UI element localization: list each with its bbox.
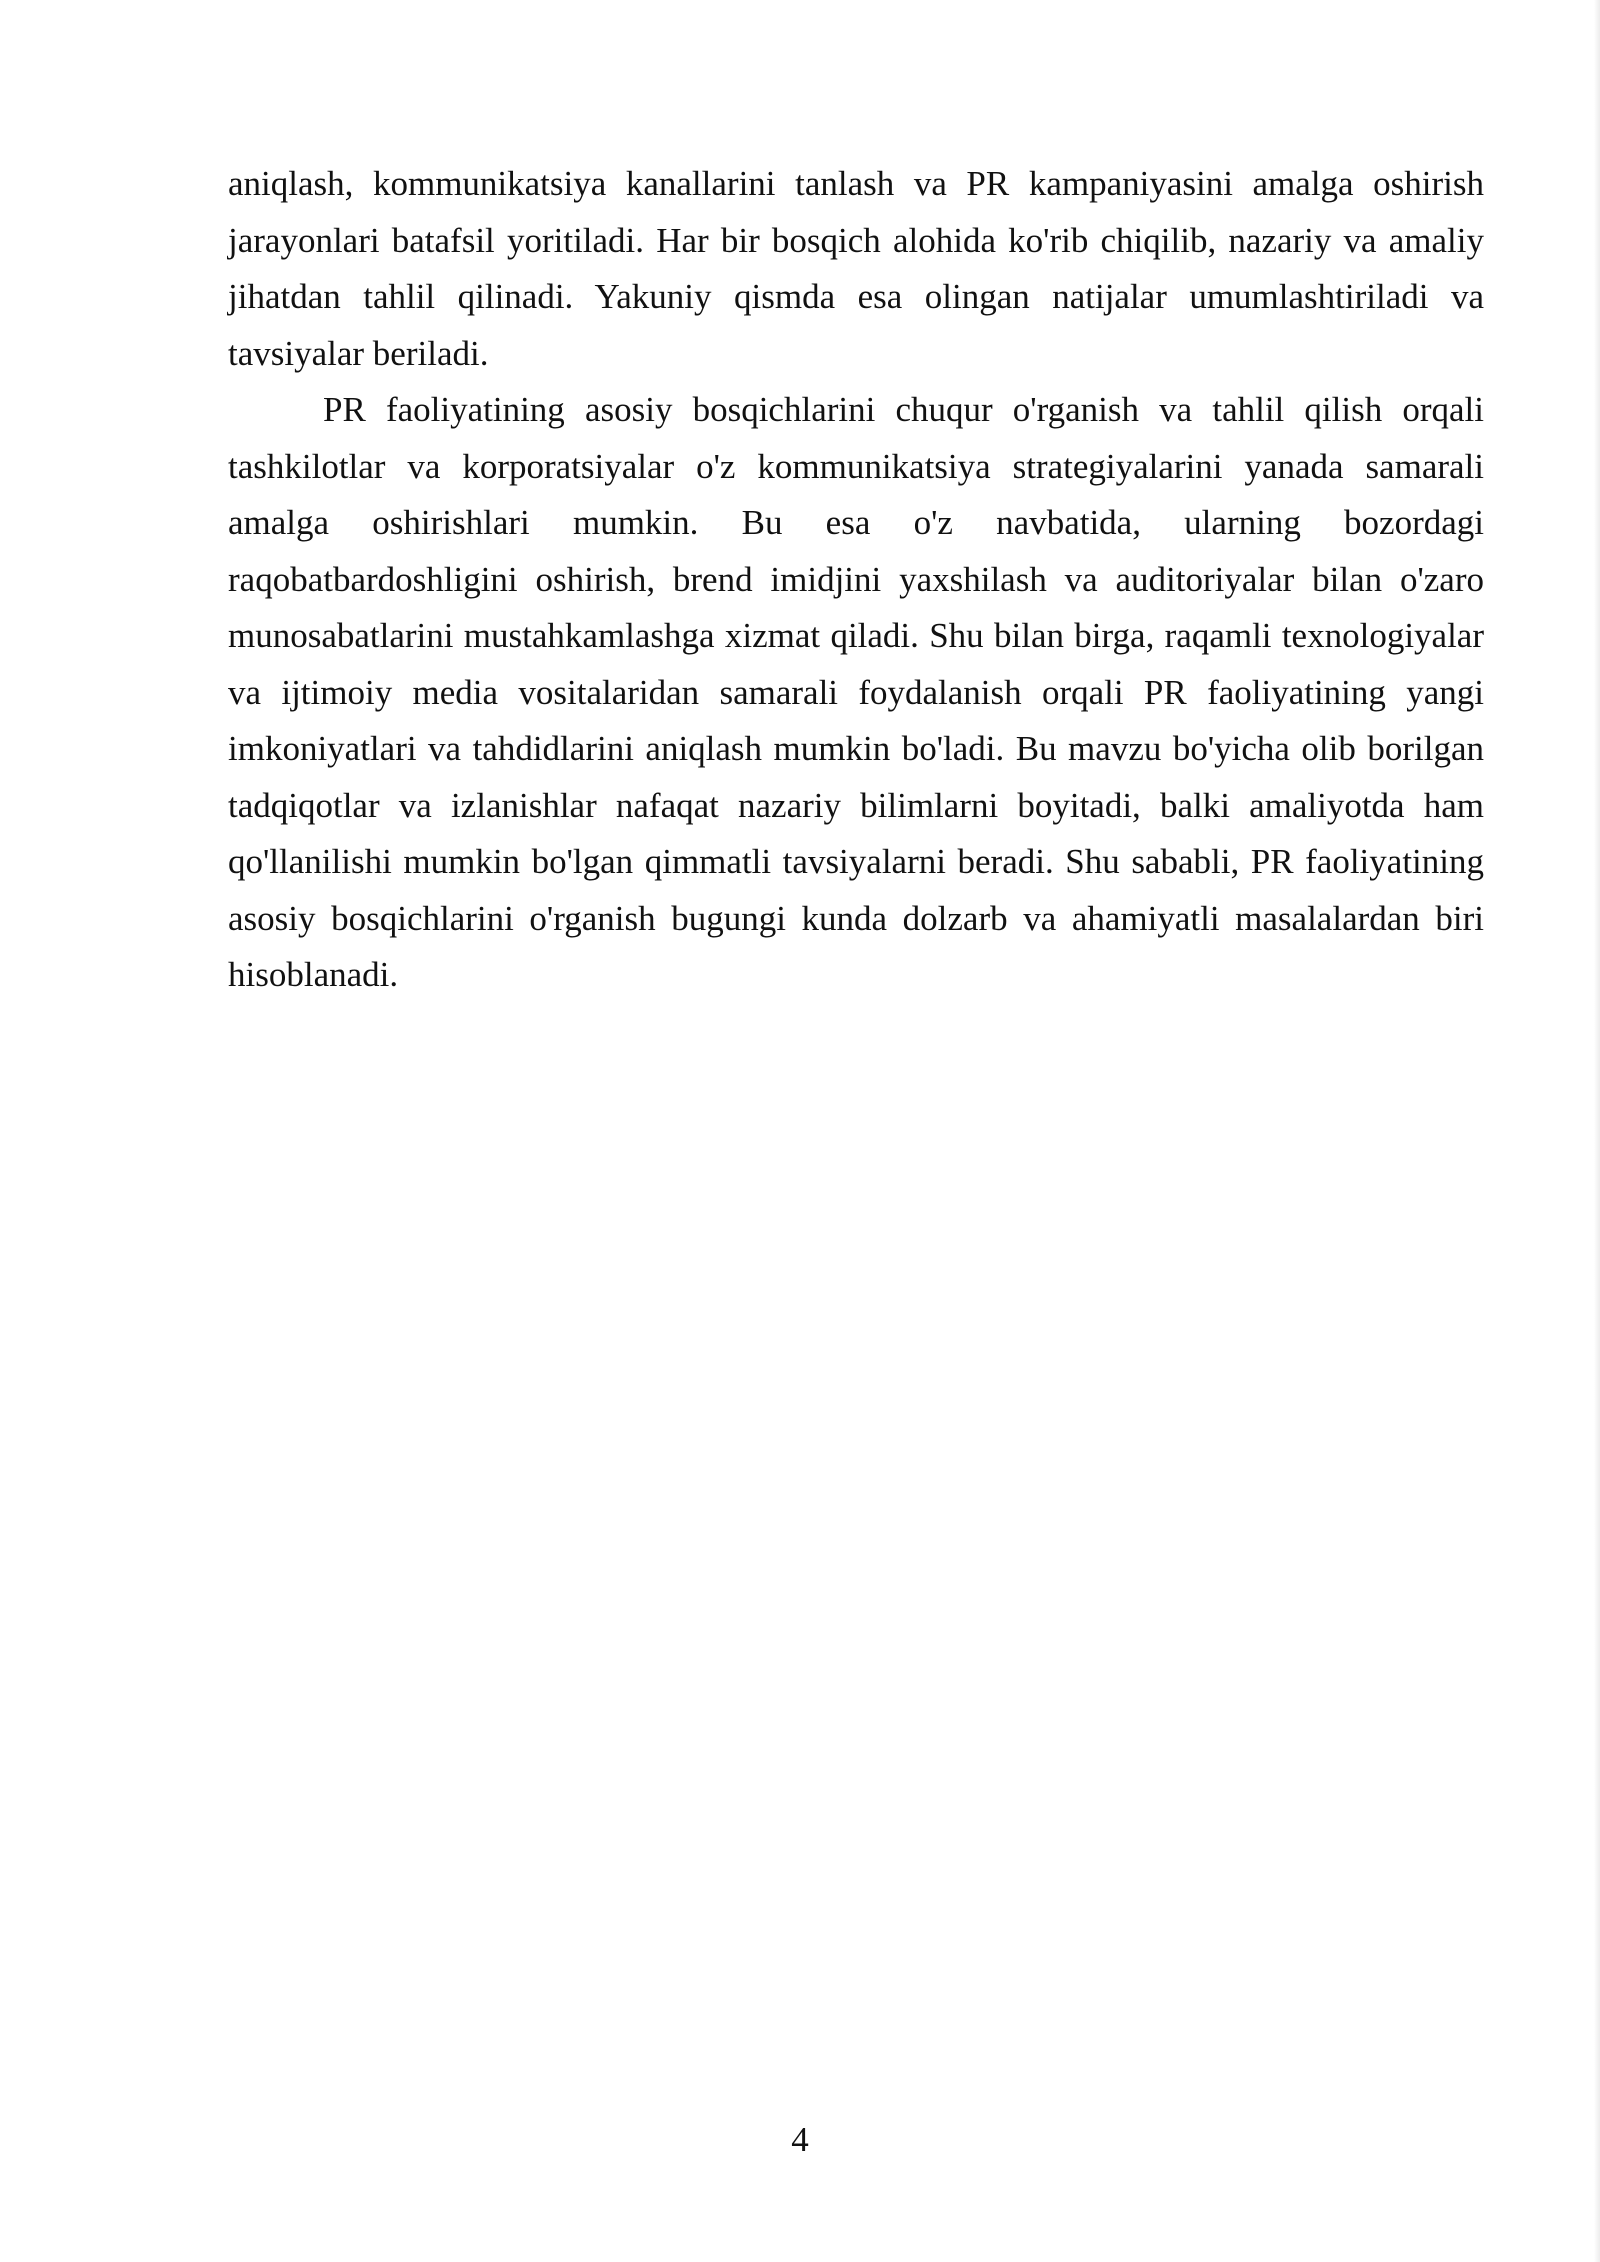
page-edge-shadow [1594, 0, 1600, 2262]
body-text [228, 156, 1484, 1004]
paragraph-pr-stages: PR faoliyatining asosiy bosqichlarini chuqur o'rganish va tahlil qilish orqali tashkilotlar va korporatsiyalar o'z kommunikatsiya strategiyalarini yanada samarali amalga oshirishlari mumkin. Bu esa o'z navbatida, ularning bozordagi raqobatbardoshligini oshirish, brend imidjini yaxshilash va auditoriyalar bilan o'zaro munosabatlarini mustahkamlashga xizmat qiladi. Shu bilan birga, raqamli texnologiyalar va ijtimoiy media vositalaridan samarali foydalanish orqali PR faoliyatining yangi imkoniyatlari va tahdidlarini aniqlash mumkin bo'ladi. Bu mavzu bo'yicha olib borilgan tadqiqotlar va izlanishlar nafaqat nazariy bilimlarni boyitadi, balki amaliyotda ham qo'llanilishi mumkin bo'lgan qimmatli tavsiyalarni beradi. Shu sababli, PR faoliyatining asosiy bosqichlarini o'rganish bugungi kunda dolzarb va ahamiyatli masalalardan biri hisoblanadi. [228, 390, 1484, 994]
paragraph-continuation: aniqlash, kommunikatsiya kanallarini tanlash va PR kampaniyasini amalga oshirish jarayonlari batafsil yoritiladi. Har bir bosqich alohida ko'rib chiqilib, nazariy va amaliy jihatdan tahlil qilinadi. Yakuniy qismda esa olingan natijalar umumlashtiriladi va tavsiyalar beriladi. [228, 164, 1484, 373]
page-number: 4 [791, 2120, 809, 2159]
